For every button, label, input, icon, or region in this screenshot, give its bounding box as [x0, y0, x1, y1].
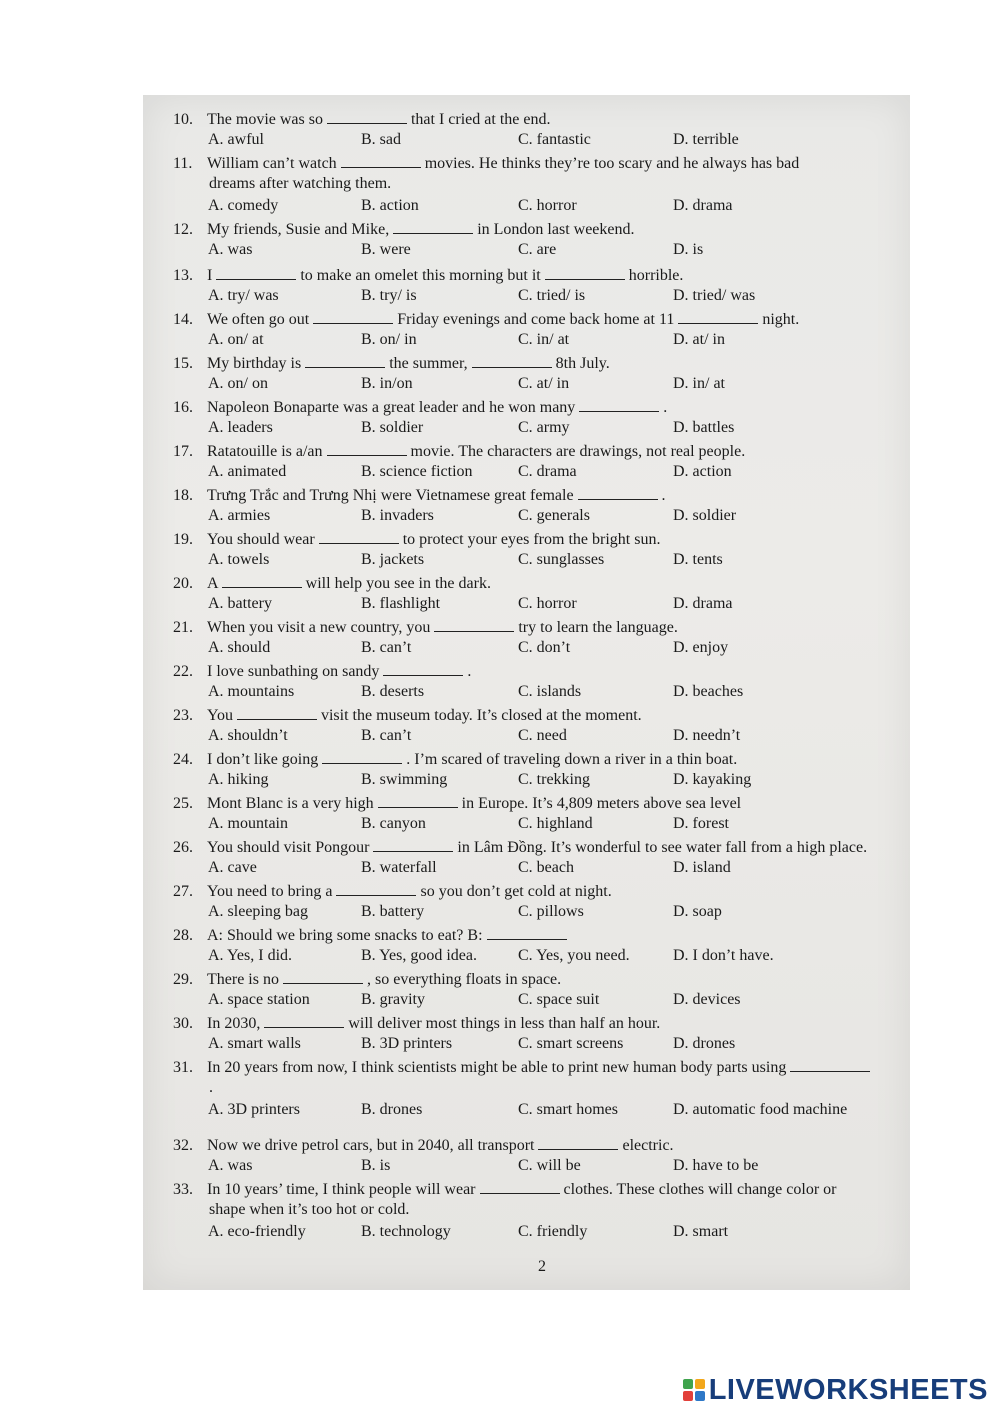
question-stem [173, 1179, 836, 1199]
answer-option[interactable]: D. needn’t [673, 727, 741, 744]
answer-option[interactable]: B. action [361, 197, 419, 214]
answer-option[interactable]: C. don’t [518, 639, 571, 656]
logo-square-red [683, 1391, 693, 1401]
answer-blank[interactable] [283, 969, 363, 984]
question-text: When you visit a new country, you [207, 619, 435, 636]
answer-option[interactable]: C. army [518, 419, 570, 436]
question-stem [173, 661, 471, 681]
question-stem [173, 925, 567, 945]
question-text-after: to make an omelet this morning but it [296, 267, 541, 284]
question-stem [173, 793, 741, 813]
question-number: 22. [173, 663, 193, 680]
question-text-after: Friday evenings and come back home at 11 [393, 311, 675, 328]
question-stem [173, 881, 612, 901]
answer-blank[interactable] [322, 749, 402, 764]
answer-option[interactable]: A. towels [208, 551, 270, 568]
question-text-after: movies. He thinks they’re too scary and he always has bad [420, 155, 800, 172]
answer-option[interactable]: A. armies [208, 507, 271, 524]
answer-option[interactable]: C. smart homes [518, 1101, 618, 1118]
answer-option[interactable]: D. drama [673, 197, 733, 214]
question-number: 21. [173, 619, 193, 636]
question-text: I love sunbathing on sandy [207, 663, 384, 680]
answer-blank[interactable] [579, 397, 659, 412]
question-text-after: , so everything floats in space. [362, 971, 562, 988]
answer-option[interactable]: B. jackets [361, 551, 425, 568]
liveworksheets-logo[interactable] [683, 1374, 988, 1406]
question-stem [173, 109, 550, 129]
answer-option[interactable]: C. pillows [518, 903, 584, 920]
question-text-after: visit the museum today. It’s closed at the moment. [316, 707, 642, 724]
answer-option[interactable]: A. mountain [208, 815, 288, 832]
question-text: We often go out [207, 311, 314, 328]
answer-blank-2[interactable] [678, 309, 758, 324]
page-number: 2 [538, 1258, 546, 1275]
answer-option[interactable]: D. smart [673, 1223, 729, 1240]
question-stem [173, 705, 642, 725]
question-text: Napoleon Bonaparte was a great leader and he won many [207, 399, 580, 416]
answer-option[interactable]: D. in/ at [673, 375, 725, 392]
question-text-after: in Lâm Đồng. It’s wonderful to see water fall from a high place. [453, 839, 868, 856]
question-text-end: 8th July. [551, 355, 610, 372]
answer-blank[interactable] [336, 881, 416, 896]
answer-blank[interactable] [434, 617, 514, 632]
answer-option[interactable]: C. sunglasses [518, 551, 605, 568]
answer-option[interactable]: A. was [208, 241, 253, 258]
question-number: 31. [173, 1059, 193, 1076]
answer-option[interactable]: A. was [208, 1157, 253, 1174]
question-text-after: . I’m scared of traveling down a river in a thin boat. [402, 751, 738, 768]
question-stem [173, 573, 491, 593]
question-text-after: clothes. These clothes will change color or [559, 1181, 837, 1198]
answer-option[interactable]: A. Yes, I did. [208, 947, 293, 964]
question-text: There is no [207, 971, 283, 988]
question-text: Trưng Trắc and Trưng Nhị were Vietnamese great female [207, 487, 578, 504]
answer-blank[interactable] [313, 309, 393, 324]
question-text: You [207, 707, 237, 724]
answer-option[interactable]: B. Yes, good idea. [361, 947, 478, 964]
answer-option[interactable]: C. beach [518, 859, 574, 876]
question-number: 19. [173, 531, 193, 548]
question-text: I don’t like going [207, 751, 323, 768]
answer-option[interactable]: D. drama [673, 595, 733, 612]
answer-option[interactable]: A. should [208, 639, 271, 656]
answer-option[interactable]: B. can’t [361, 639, 412, 656]
answer-option[interactable]: A. on/ on [208, 375, 268, 392]
question-text: A [207, 575, 222, 592]
answer-option[interactable]: C. horror [518, 197, 577, 214]
question-stem [173, 353, 610, 373]
question-number: 16. [173, 399, 193, 416]
answer-option[interactable]: A. comedy [208, 197, 279, 214]
answer-option[interactable]: B. science fiction [361, 463, 473, 480]
answer-option[interactable]: C. islands [518, 683, 582, 700]
answer-option[interactable]: D. soap [673, 903, 722, 920]
question-continuation: shape when it’s too hot or cold. [209, 1201, 410, 1218]
answer-option[interactable]: A. leaders [208, 419, 273, 436]
answer-option[interactable]: B. invaders [361, 507, 434, 524]
answer-option[interactable]: C. need [518, 727, 567, 744]
question-continuation: . [209, 1079, 213, 1096]
question-number: 15. [173, 355, 193, 372]
question-text-after: try to learn the language. [514, 619, 678, 636]
question-number: 26. [173, 839, 193, 856]
question-text-end: night. [758, 311, 800, 328]
answer-option[interactable]: C. will be [518, 1157, 581, 1174]
answer-option[interactable]: B. drones [361, 1101, 423, 1118]
answer-option[interactable]: C. space suit [518, 991, 600, 1008]
answer-option[interactable]: C. friendly [518, 1223, 588, 1240]
question-text: In 10 years’ time, I think people will wear [207, 1181, 480, 1198]
answer-option[interactable]: B. on/ in [361, 331, 417, 348]
answer-option[interactable]: B. 3D printers [361, 1035, 453, 1052]
answer-option[interactable]: D. automatic food machine [673, 1101, 848, 1118]
answer-blank[interactable] [487, 925, 567, 940]
answer-option[interactable]: D. island [673, 859, 731, 876]
answer-blank[interactable] [237, 705, 317, 720]
logo-text: LIVEWORKSHEETS [708, 1373, 988, 1406]
question-text-after: the summer, [385, 355, 468, 372]
answer-blank[interactable] [319, 529, 399, 544]
question-text: My friends, Susie and Mike, [207, 221, 394, 238]
question-stem [173, 265, 683, 285]
answer-option[interactable]: D. terrible [673, 131, 739, 148]
worksheet-page [143, 95, 910, 1290]
answer-option[interactable]: B. flashlight [361, 595, 441, 612]
answer-blank[interactable] [264, 1013, 344, 1028]
question-stem [173, 837, 867, 857]
question-text: In 20 years from now, I think scientists might be able to print new human body parts using [207, 1059, 791, 1076]
answer-option[interactable]: A. animated [208, 463, 287, 480]
answer-option[interactable]: A. awful [208, 131, 264, 148]
answer-option[interactable]: D. have to be [673, 1157, 759, 1174]
question-number: 11. [173, 155, 193, 172]
answer-option[interactable]: A. 3D printers [208, 1101, 300, 1118]
logo-square-blue [695, 1391, 705, 1401]
question-stem [173, 219, 635, 239]
question-text: You should visit Pongour [207, 839, 374, 856]
question-number: 14. [173, 311, 193, 328]
answer-blank[interactable] [790, 1057, 870, 1072]
answer-option[interactable]: D. soldier [673, 507, 737, 524]
answer-option[interactable]: B. technology [361, 1223, 451, 1240]
answer-option[interactable]: B. gravity [361, 991, 425, 1008]
answer-option[interactable]: C. in/ at [518, 331, 570, 348]
answer-option[interactable]: B. try/ is [361, 287, 417, 304]
question-text: In 2030, [207, 1015, 265, 1032]
answer-option[interactable]: C. generals [518, 507, 590, 524]
question-stem [173, 749, 737, 769]
question-text-after: in Europe. It’s 4,809 meters above sea level [457, 795, 742, 812]
question-text-end: horrible. [624, 267, 684, 284]
answer-option[interactable]: B. canyon [361, 815, 426, 832]
answer-option[interactable]: C. smart screens [518, 1035, 624, 1052]
question-text: Now we drive petrol cars, but in 2040, all transport [207, 1137, 539, 1154]
question-text-after: in London last weekend. [473, 221, 635, 238]
answer-blank[interactable] [216, 265, 296, 280]
question-stem [173, 309, 799, 329]
answer-option[interactable]: D. battles [673, 419, 735, 436]
answer-blank[interactable] [373, 837, 453, 852]
question-number: 30. [173, 1015, 193, 1032]
question-text-after: . [657, 487, 666, 504]
answer-option[interactable]: A. shouldn’t [208, 727, 288, 744]
answer-blank[interactable] [305, 353, 385, 368]
answer-option[interactable]: D. action [673, 463, 732, 480]
answer-option[interactable]: D. tried/ was [673, 287, 756, 304]
answer-option[interactable]: D. enjoy [673, 639, 729, 656]
answer-option[interactable]: B. were [361, 241, 411, 258]
question-stem [173, 529, 660, 549]
answer-option[interactable]: B. can’t [361, 727, 412, 744]
answer-option[interactable]: D. beaches [673, 683, 744, 700]
question-text: Mont Blanc is a very high [207, 795, 378, 812]
answer-option[interactable]: D. is [673, 241, 704, 258]
answer-option[interactable]: C. trekking [518, 771, 590, 788]
answer-option[interactable]: A. battery [208, 595, 272, 612]
answer-blank[interactable] [480, 1179, 560, 1194]
question-text: You need to bring a [207, 883, 337, 900]
question-stem [173, 969, 561, 989]
answer-option[interactable]: D. I don’t have. [673, 947, 774, 964]
question-number: 28. [173, 927, 193, 944]
question-text-after: so you don’t get cold at night. [416, 883, 612, 900]
question-number: 17. [173, 443, 193, 460]
answer-blank[interactable] [341, 153, 421, 168]
answer-option[interactable]: A. sleeping bag [208, 903, 308, 920]
answer-option[interactable]: C. Yes, you need. [518, 947, 630, 964]
answer-option[interactable]: D. kayaking [673, 771, 752, 788]
answer-option[interactable]: C. highland [518, 815, 593, 832]
question-number: 10. [173, 111, 193, 128]
answer-option[interactable]: C. drama [518, 463, 577, 480]
question-stem [173, 441, 745, 461]
answer-option[interactable]: D. devices [673, 991, 741, 1008]
question-stem [173, 153, 799, 173]
question-text-after: . [659, 399, 668, 416]
answer-option[interactable]: B. sad [361, 131, 401, 148]
answer-option[interactable]: C. tried/ is [518, 287, 586, 304]
question-text: You should wear [207, 531, 319, 548]
answer-option[interactable]: A. hiking [208, 771, 269, 788]
answer-option[interactable]: A. on/ at [208, 331, 264, 348]
logo-square-green [683, 1379, 693, 1389]
answer-option[interactable]: A. mountains [208, 683, 295, 700]
answer-option[interactable]: B. waterfall [361, 859, 437, 876]
answer-option[interactable]: A. smart walls [208, 1035, 301, 1052]
question-stem [173, 1057, 870, 1077]
question-text-after: . [463, 663, 472, 680]
question-text: William can’t watch [207, 155, 341, 172]
question-text: My birthday is [207, 355, 306, 372]
question-stem [173, 617, 678, 637]
question-text-after: to protect your eyes from the bright sun. [398, 531, 661, 548]
question-number: 12. [173, 221, 193, 238]
question-text-after: movie. The characters are drawings, not real people. [406, 443, 746, 460]
question-text-after: will deliver most things in less than half an hour. [344, 1015, 661, 1032]
answer-blank[interactable] [327, 441, 407, 456]
answer-blank[interactable] [327, 109, 407, 124]
question-text: Ratatouille is a/an [207, 443, 327, 460]
answer-blank-2[interactable] [545, 265, 625, 280]
answer-option[interactable]: B. battery [361, 903, 425, 920]
answer-option[interactable]: A. space station [208, 991, 310, 1008]
question-number: 25. [173, 795, 193, 812]
logo-square-orange [695, 1379, 705, 1389]
question-text-after: electric. [618, 1137, 674, 1154]
question-text: I [207, 267, 217, 284]
answer-blank[interactable] [383, 661, 463, 676]
answer-option[interactable]: A. try/ was [208, 287, 279, 304]
answer-option[interactable]: D. forest [673, 815, 729, 832]
question-stem [173, 1013, 660, 1033]
question-number: 32. [173, 1137, 193, 1154]
question-number: 27. [173, 883, 193, 900]
question-number: 20. [173, 575, 193, 592]
answer-option[interactable]: C. at/ in [518, 375, 570, 392]
answer-blank[interactable] [222, 573, 302, 588]
question-continuation: dreams after watching them. [209, 175, 392, 192]
question-text-after: will help you see in the dark. [301, 575, 491, 592]
question-text: The movie was so [207, 111, 327, 128]
question-text-after: that I cried at the end. [406, 111, 551, 128]
logo-grid-icon [683, 1379, 705, 1401]
question-stem [173, 485, 666, 505]
question-number: 24. [173, 751, 193, 768]
answer-blank[interactable] [378, 793, 458, 808]
question-stem [173, 397, 667, 417]
answer-option[interactable]: B. soldier [361, 419, 424, 436]
answer-option[interactable]: A. eco-friendly [208, 1223, 306, 1240]
answer-option[interactable]: C. fantastic [518, 131, 591, 148]
question-number: 33. [173, 1181, 193, 1198]
answer-blank-2[interactable] [472, 353, 552, 368]
answer-option[interactable]: C. are [518, 241, 557, 258]
question-stem [173, 1135, 674, 1155]
question-number: 18. [173, 487, 193, 504]
answer-option[interactable]: B. swimming [361, 771, 448, 788]
answer-blank[interactable] [393, 219, 473, 234]
question-number: 13. [173, 267, 193, 284]
answer-option[interactable]: D. at/ in [673, 331, 725, 348]
answer-option[interactable]: B. deserts [361, 683, 425, 700]
answer-option[interactable]: B. is [361, 1157, 391, 1174]
answer-option[interactable]: D. drones [673, 1035, 736, 1052]
answer-option[interactable]: D. tents [673, 551, 723, 568]
question-number: 29. [173, 971, 193, 988]
answer-option[interactable]: A. cave [208, 859, 257, 876]
answer-blank[interactable] [578, 485, 658, 500]
answer-option[interactable]: C. horror [518, 595, 577, 612]
answer-blank[interactable] [538, 1135, 618, 1150]
question-text: A: Should we bring some snacks to eat? B: [207, 927, 487, 944]
question-number: 23. [173, 707, 193, 724]
answer-option[interactable]: B. in/on [361, 375, 413, 392]
